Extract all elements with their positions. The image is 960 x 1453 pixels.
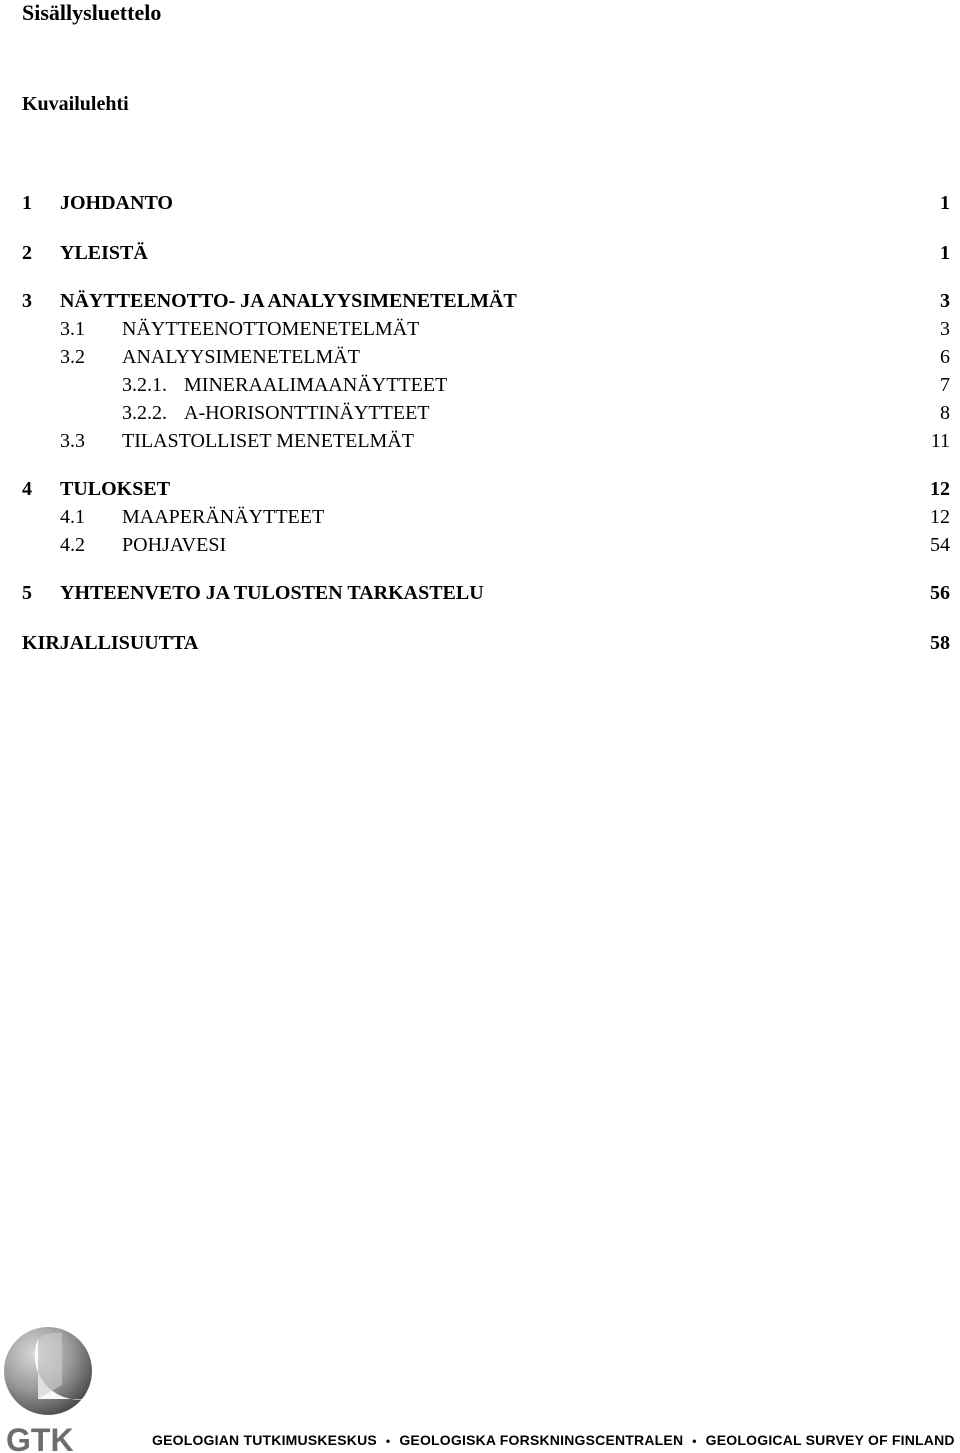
toc-number: 3.2 — [60, 346, 85, 368]
toc-entry[interactable] — [0, 345, 950, 369]
toc-entry[interactable] — [0, 505, 950, 529]
toc-entry[interactable] — [0, 477, 950, 501]
toc-number: 3.2.2. — [122, 402, 167, 424]
toc-label: KIRJALLISUUTTA — [22, 632, 199, 654]
toc-number: 3.3 — [60, 430, 85, 452]
toc-entry[interactable] — [0, 401, 950, 425]
toc-number: 4.2 — [60, 534, 85, 556]
toc-number: 4 — [22, 478, 32, 500]
toc-page: 56 — [930, 582, 950, 604]
toc-entry[interactable] — [0, 429, 950, 453]
toc-number: 2 — [22, 242, 32, 264]
toc-label: MINERAALIMAANÄYTTEET — [184, 374, 448, 396]
org-name-sv: GEOLOGISKA FORSKNINGSCENTRALEN — [399, 1432, 684, 1448]
toc-entry[interactable] — [0, 289, 950, 313]
toc-page: 3 — [940, 318, 950, 340]
toc-label: NÄYTTEENOTTOMENETELMÄT — [122, 318, 420, 340]
toc-page: 1 — [940, 242, 950, 264]
toc-entry[interactable] — [0, 581, 950, 605]
toc-page: 3 — [940, 290, 950, 312]
org-name-en: GEOLOGICAL SURVEY OF FINLAND — [705, 1432, 955, 1448]
toc-label: TILASTOLLISET MENETELMÄT — [122, 430, 415, 452]
toc-number: 3 — [22, 290, 32, 312]
toc-label: A-HORISONTTINÄYTTEET — [184, 402, 430, 424]
toc-label: YHTEENVETO JA TULOSTEN TARKASTELU — [60, 582, 484, 604]
org-name-fi: GEOLOGIAN TUTKIMUSKESKUS — [152, 1432, 377, 1448]
toc-number: 3.2.1. — [122, 374, 167, 396]
toc-number: 3.1 — [60, 318, 85, 340]
toc-page: 7 — [940, 374, 950, 396]
toc-label: JOHDANTO — [60, 192, 173, 214]
toc-page: 6 — [940, 346, 950, 368]
separator-icon: • — [692, 1434, 697, 1448]
toc-entry[interactable] — [0, 241, 950, 265]
toc-entry[interactable] — [0, 191, 950, 215]
toc-page: 8 — [940, 402, 950, 424]
toc-entry[interactable] — [0, 533, 950, 557]
toc-page: 54 — [930, 534, 950, 556]
toc-page: 1 — [940, 192, 950, 214]
toc-entry[interactable] — [0, 373, 950, 397]
separator-icon: • — [385, 1434, 391, 1448]
toc-label: ANALYYSIMENETELMÄT — [122, 346, 360, 368]
toc-number: 4.1 — [60, 506, 85, 528]
toc-label: MAAPERÄNÄYTTEET — [122, 506, 325, 528]
toc-label: YLEISTÄ — [60, 242, 148, 264]
toc-page: 12 — [930, 478, 950, 500]
toc-label: NÄYTTEENOTTO- JA ANALYYSIMENETELMÄT — [60, 290, 517, 312]
page-title: Sisällysluettelo — [22, 0, 162, 25]
toc-page: 58 — [930, 632, 950, 654]
logo-text: GTK — [6, 1422, 74, 1453]
toc-number: 5 — [22, 582, 32, 604]
toc-label: TULOKSET — [60, 478, 171, 500]
gtk-logo — [2, 1325, 94, 1453]
toc-entry[interactable] — [0, 631, 950, 655]
toc-number: 1 — [22, 192, 32, 214]
toc-page: 11 — [930, 430, 950, 452]
toc-entry[interactable] — [0, 317, 950, 341]
toc-page: 12 — [930, 506, 950, 528]
footer-organizations — [152, 1431, 955, 1450]
subtitle: Kuvailulehti — [22, 93, 129, 115]
toc-label: POHJAVESI — [122, 534, 227, 556]
